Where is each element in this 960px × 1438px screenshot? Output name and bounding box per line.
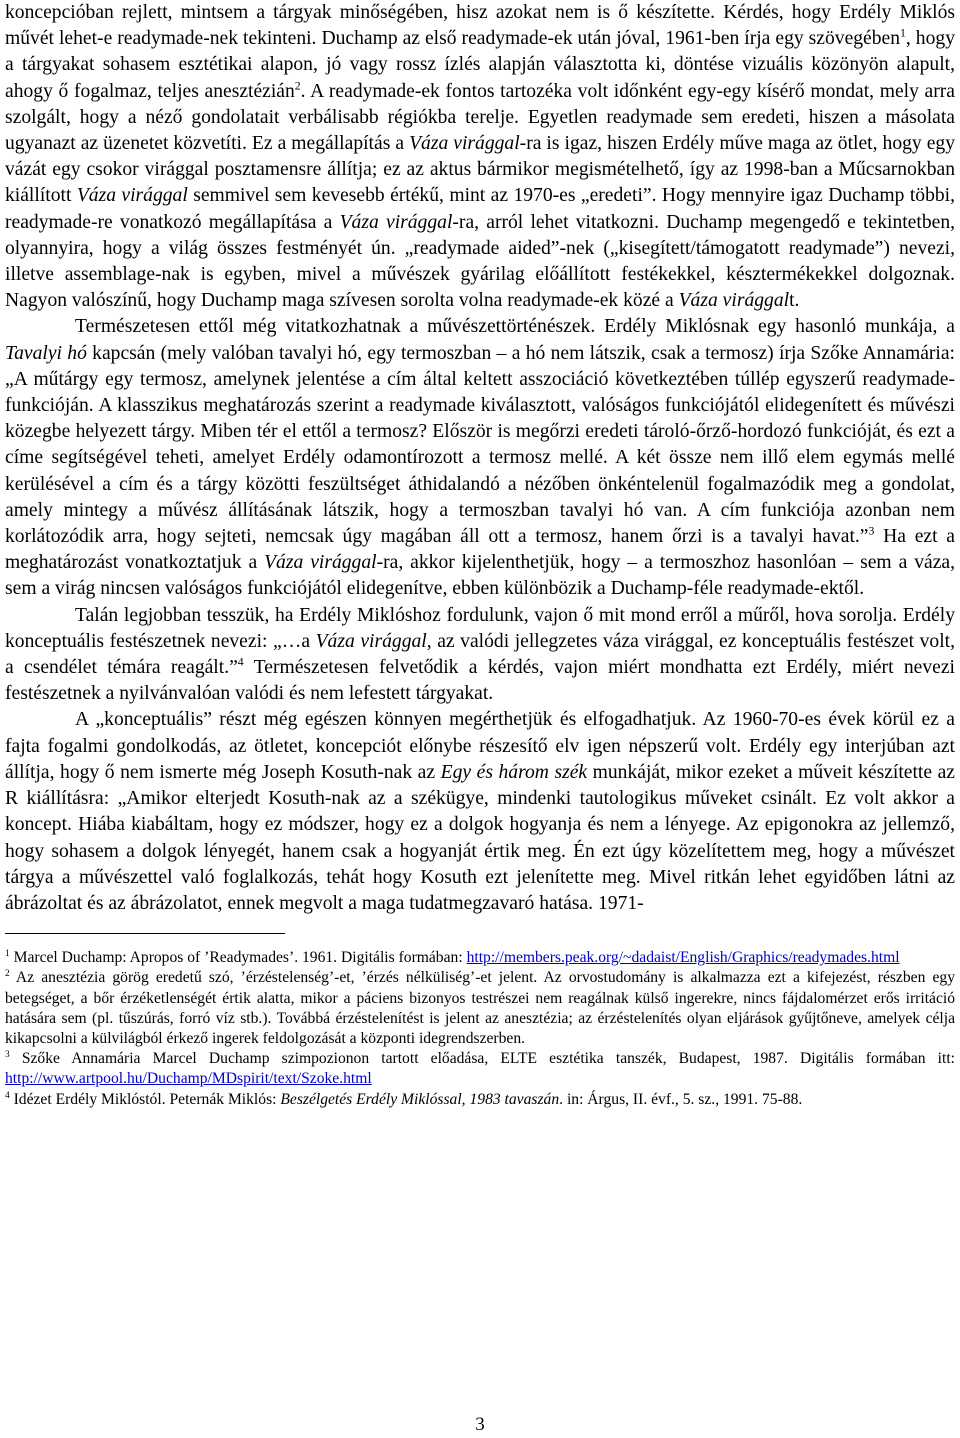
footnote-reference: 1 — [900, 26, 906, 40]
text-run: Természetesen felvetődik a kérdés, vajon miért mondhatta ezt Erdély, miért nevezi festészetnek a nyilvánvalóan valódi és nem lefestett tárgyakat. — [5, 657, 955, 705]
paragraph — [5, 603, 955, 708]
footnote-number: 4 — [5, 1090, 10, 1101]
text-run: Az anesztézia görög eredetű szó, ’érzéstelenség’-et, ’érzés nélküliség’-et jelent. Az orvostudomány is alkalmazza ezt a kifejezést, részben egy betegséget, a bőr érzéketlenségét értik alatta, mikor a páciens bizonyos testrészei nem reagálnak külső ingerekre, nincs fájdalomérzet erős irritáció hatására sem (pl. tűszúrás, forró víz stb.). Továbbá érzéstelenítést is jelent az anesztézia; az érzéstelenítés olyan eljárások gyűjtőneve, amelyek célja kikapcsolni a külvilágból érkező ingerek feldolgozását a központi idegrendszerben. — [5, 969, 955, 1047]
italic-title: Egy és három szék — [440, 761, 588, 783]
footnote-number: 3 — [5, 1049, 10, 1060]
paragraph — [5, 314, 955, 602]
italic-title: Váza virággal — [678, 290, 790, 312]
footnote — [5, 968, 955, 1049]
text-run: Természetesen ettől még vitatkozhatnak a művészettörténészek. Erdély Miklósnak egy hasonló munkája, a — [75, 316, 955, 338]
italic-title: Tavalyi hó — [5, 342, 87, 364]
footnote — [5, 948, 955, 968]
text-run: . in: Árgus, II. évf., 5. sz., 1991. 75-88. — [559, 1090, 803, 1108]
footnote-number: 1 — [5, 948, 10, 959]
paragraph — [5, 0, 955, 314]
text-run: Marcel Duchamp: Apropos of ’Readymades’. 1961. Digitális formában: — [9, 949, 467, 967]
footnote-link[interactable]: http://www.artpool.hu/Duchamp/MDspirit/text/Szoke.html — [5, 1070, 372, 1088]
text-run: munkáját, mikor ezeket a műveit készítette az R kiállításra: „Amikor elterjedt Kosuth-nak az a székügye, mindenki tautologikus műveket csinált. Ez volt akkor a koncept. Hiába kiabáltam, hogy ez módszer, hogy ez a dolgok hogyanja és nem a lényege. Az epigonokra az jellemző, hogy sohasem a dolgok lényegét, hanem csak a hogyanját értik meg. Én ezt úgy közelítettem meg, hogy a művészet tárgya a művészettel való foglalkozás, tehát hogy Kosuth ezt jelenítette meg. Mivel ritkán lehet egyidőben látni az ábrázoltat és az ábrázolatot, ennek megvolt a maga tudatmegzavaró hatása. 1971- — [5, 761, 955, 914]
italic-title: Váza virággal — [315, 630, 427, 652]
text-run: kapcsán (mely valóban tavalyi hó, egy termoszban – a hó nem látszik, csak a termosz) írja Szőke Annamária: „A műtárgy egy termosz, amelynek jelentése a cím által keltett asszociáció következtében túllép egyszerű readymade-funkcióján. A klasszikus meghatározás szerint a readymade kiválasztott, valóságos funkciójától elidegenített és művészi közegbe helyezett tárgy. Miben tér el ettől a termosz? Először is megőrzi eredeti tároló-őrző-hordozó funkcióját, és ezt a címe segítségével teheti, amelyet Erdély odamontírozott a termosz mellé. A két össze nem illő elem egymás mellé kerülésével a cím és a tárgy közötti feszültséget áthidalandó a nézőben önkéntelenül fogalmazódik meg a gondolat, amely mintegy a művész állításának látszik, hogy a termoszban tavalyi hó van. A cím funkciója azonban nem korlátozódik arra, hogy sejteti, nemcsak úgy magában áll ott a termosz, hanem őrzi is a tavalyi havat.” — [5, 342, 955, 548]
footnote-reference: 2 — [294, 79, 301, 93]
footnote-link[interactable]: http://members.peak.org/~dadaist/English/Graphics/readymades.html — [466, 949, 900, 967]
text-run: Idézet Erdély Miklóstól. Peternák Miklós: — [9, 1090, 281, 1108]
text-run: -ra, arról lehet vitatkozni. Duchamp megengedő e tekintetben, olyannyira, hogy a világ összes festményét ún. „readymade aided”-nek („kisegített/támogatott readymade”) nevezi, illetve assemblage-nak is egyben, mivel a művészek gyárilag előállított festékekkel, késztermékekkel dolgoznak. Nagyon valószínű, hogy Duchamp maga szívesen sorolta volna readymade-ek közé a — [5, 211, 956, 312]
footnotes — [5, 948, 955, 1110]
page-number: 3 — [475, 1414, 485, 1435]
text-run: semmivel sem kevesebb értékű, mint az 1970-es „eredeti”. Hogy mennyire igaz Duchamp többi, readymade-re vonatkozó megállapítása a — [5, 185, 956, 233]
footnote-separator — [5, 933, 285, 934]
italic-title: Váza virággal — [76, 185, 188, 207]
italic-title: Váza virággal — [409, 133, 520, 155]
text-run: A „konceptuális” részt még egészen könnyen megérthetjük és elfogadhatjuk. Az 1960-70-es évek körül ez a fajta fogalmi gondolkodás, az ötletet, koncepciót előnybe részesítő elv igen népszerű volt. Erdély egy interjúban azt állítja, hogy ő nem ismerte még Joseph Kosuth-nak az — [5, 709, 955, 783]
text-run: . A readymade-ek fontos tartozéka volt időnként egy-egy kísérő mondat, mely arra szolgált, hogy a néző gondolatait verbálisabb régiókba terelje. Egyetlen readymade sem eredeti, hiszen a másolata ugyanazt az üzenetet közvetíti. Ez a megállapítás a — [5, 80, 955, 155]
text-run: Ha ezt a meghatározást vonatkoztatjuk a — [5, 526, 956, 574]
document-page — [5, 0, 955, 1110]
main-text — [5, 0, 955, 917]
text-run: -ra is igaz, hiszen Erdély műve maga az ötlet, hogy egy vázát egy csokor virággal posztamensre állítja; ez az aktus bármikor megismételhető, így az 1998-ban a Műcsarnokban kiállított — [5, 133, 956, 207]
italic-title: Váza virággal — [339, 211, 453, 233]
text-run: t. — [789, 290, 800, 312]
footnote-reference: 4 — [237, 655, 244, 669]
text-run: koncepcióban rejlett, mintsem a tárgyak minőségében, hisz azokat nem is ő készítette. Kérdés, hogy Erdély Miklós művét lehet-e readymade-nek tekinteni. Duchamp az első readymade-ek után jóval, 1961-ben írja egy szövegében — [5, 2, 955, 50]
italic-title: Váza virággal — [264, 552, 377, 574]
italic-title: Beszélgetés Erdély Miklóssal, 1983 tavaszán — [280, 1090, 560, 1108]
footnote-reference: 3 — [868, 524, 875, 538]
text-run: , hogy a tárgyakat sohasem esztétikai alapon, jó vagy rossz ízlés alapján választotta ki, döntése vizuális közönyön alapult, ahogy ő fogalmaz, teljes anesztézián — [5, 28, 955, 102]
text-run: Talán legjobban tesszük, ha Erdély Miklóshoz fordulunk, vajon ő mit mond erről a műről, hova sorolja. Erdély konceptuális festészetnek nevezi: „…a — [5, 604, 955, 652]
footnote — [5, 1049, 955, 1089]
footnote — [5, 1090, 955, 1110]
text-run: , az valódi jellegzetes váza virággal, ez konceptuális festészet volt, a csendélet témára reagált.” — [5, 630, 955, 679]
footnote-number: 2 — [5, 969, 10, 980]
paragraph — [5, 707, 955, 917]
text-run: -ra, akkor kijelenthetjük, hogy – a termoszhoz hasonlóan – sem a váza, sem a virág nincsen valóságos funkciójától elidegenítve, ebben különbözik a Duchamp-féle readymade-ektől. — [5, 552, 955, 600]
text-run: Szőke Annamária Marcel Duchamp szimpozionon tartott előadása, ELTE esztétika tanszék, Budapest, 1987. Digitális formában itt: — [9, 1050, 955, 1068]
